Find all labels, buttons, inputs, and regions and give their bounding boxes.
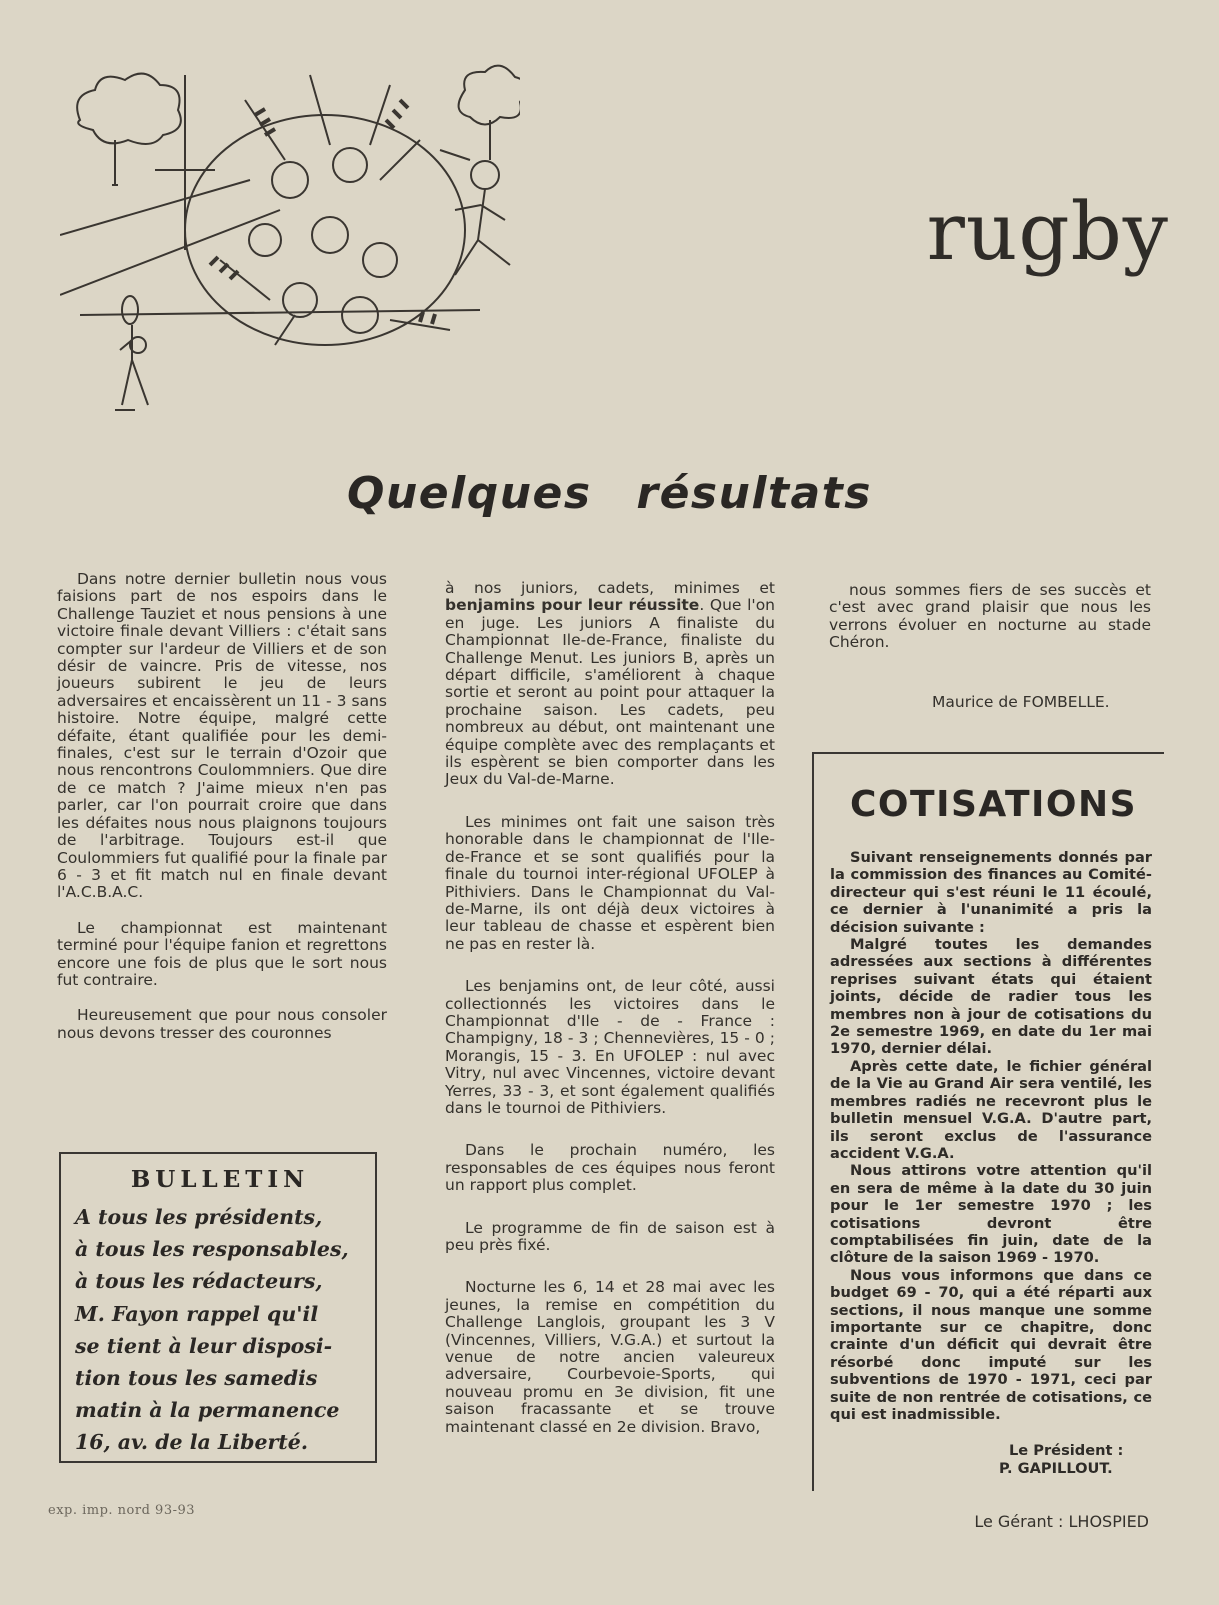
paragraph: Nous attirons votre attention qu'il en sera de même à la date du 30 juin pour le 1er semestre 1970 ; les cotisations devront être comptabilisées fin juin, date de la clôture de la saison 1969 - 1970. [830,1162,1152,1267]
cotisations-signature [999,1442,1123,1478]
bold-text: benjamins pour leur réussite [445,596,700,615]
bulletin-line: à tous les rédacteurs, [75,1269,323,1294]
paragraph: Dans le prochain numéro, les responsables de ces équipes nous feront un rapport plus complet. [445,1141,775,1195]
signature-role: Le Président : [1009,1442,1124,1459]
paragraph: Le programme de fin de saison est à peu près fixé. [445,1218,775,1254]
paragraph: Malgré toutes les demandes adressées aux sections à différentes reprises suivant états qui étaient joints, décide de radier tous les membres non à jour de cotisations du 2e semestre 1969, en date du 1er mai 1970, dernier délai. [830,936,1152,1058]
cotisations-body [830,849,1152,1423]
bulletin-box [59,1152,377,1463]
signature-name: P. GAPILLOUT. [999,1460,1113,1478]
bulletin-line: à tous les responsables, [75,1237,349,1262]
text-run: . Que l'on en juge. Les juniors A finaliste du Championnat Ile-de-France, finaliste du Challenge Menut. Les juniors B, après un départ difficile, s'améliorent à chaque sortie et seront au point pour attaquer la prochaine saison. Les cadets, peu nombreux au début, ont maintenant une équipe complète avec des remplaçants et ils espèrent se bien comporter dans les Jeux du Val-de-Marne. [445,596,775,789]
paragraph: Nous vous informons que dans ce budget 69 - 70, qui a été réparti aux sections, il nous manque une somme importante sur ce chapitre, donc crainte d'un déficit qui devrait être résorbé donc imputé sur les subventions de 1970 - 1971, ceci par suite de non rentrée de cotisations, ce qui est inadmissible. [830,1266,1152,1423]
paragraph: nous sommes fiers de ses succès et c'est avec grand plaisir que nous les verrons évoluer en nocturne au stade Chéron. [829,581,1151,652]
paragraph [445,580,775,789]
article-signature: Maurice de FOMBELLE. [932,693,1110,711]
rugby-scrum-illustration [60,60,520,440]
bulletin-line: matin à la permanence [75,1398,340,1423]
paragraph: Dans notre dernier bulletin nous vous faisions part de nos espoirs dans le Challenge Tauziet et nous pensions à une victoire finale devant Villiers : c'était sans compter sur l'ardeur de Villiers et de son désir de vaincre. Pris de vitesse, nos joueurs subirent le jeu de leurs adversaires et encaissèrent un 11 - 3 sans histoire. Notre équipe, malgré cette défaite, étant qualifiée pour les demi-finales, c'est sur le terrain d'Ozoir que nous rencontrons Coulommniers. Que dire de ce match ? J'aime mieux n'en pas parler, car l'on pourrait croire que dans les défaites nous nous plaignons toujours de l'arbitrage. Toujours est-il que Coulommiers fut qualifié pour la finale par 6 - 3 et fit match nul en finale devant l'A.C.B.A.C. [57,570,387,902]
text-run: à nos juniors, cadets, minimes et [445,579,775,597]
article-column-1 [57,571,387,1042]
bulletin-line: se tient à leur disposi- [75,1333,333,1358]
printer-credit: exp. imp. nord 93-93 [48,1503,196,1518]
bulletin-title: BULLETIN [130,1166,310,1193]
bulletin-line: 16, av. de la Liberté. [75,1430,308,1455]
cotisations-box [812,752,1164,1491]
bulletin-line: M. Fayon rappel qu'il [75,1301,319,1326]
cotisations-title: COTISATIONS [850,784,1138,825]
paragraph: Heureusement que pour nous consoler nous devons tresser des couronnes [57,1006,387,1042]
paragraph: Suivant renseignements donnés par la commission des finances au Comité-directeur qui s'est réuni le 11 écoulé, ce dernier à l'unanimité a pris la décision suivante : [830,849,1152,936]
paragraph: Les minimes ont fait une saison très honorable dans le championnat de l'Ile-de-France et se sont qualifiés pour la finale du tournoi inter-régional UFOLEP à Pithiviers. Dans le Championnat du Val-de-Marne, ils ont déjà deux victoires à leur tableau de chasse et espèrent bien ne pas en rester là. [445,812,775,953]
manager-credit: Le Gérant : LHOSPIED [974,1512,1149,1531]
article-column-3 [829,582,1151,652]
section-title: rugby [926,185,1169,278]
bulletin-line: tion tous les samedis [75,1366,318,1391]
article-column-2 [445,580,775,1436]
paragraph: Après cette date, le fichier général de la Vie au Grand Air sera ventilé, les membres radiés ne recevront plus le bulletin mensuel V.G.A. D'autre part, ils seront exclus de l'assurance accident V.G.A. [830,1057,1152,1162]
headline: Quelques résultats [347,468,872,519]
bulletin-line: A tous les présidents, [75,1205,323,1229]
paragraph: Les benjamins ont, de leur côté, aussi collectionnés les victoires dans le Championnat d'Ile - de - France : Champigny, 18 - 3 ; Chennevières, 15 - 0 ; Morangis, 15 - 3. En UFOLEP : nul avec Vitry, nul avec Vincennes, victoire devant Yerres, 33 - 3, et sont également qualifiés dans le tournoi de Pithiviers. [445,977,775,1117]
paragraph: Le championnat est maintenant terminé pour l'équipe fanion et regrettons encore une fois de plus que le sort nous fut contraire. [57,918,387,989]
paragraph: Nocturne les 6, 14 et 28 mai avec les jeunes, la remise en compétition du Challenge Langlois, groupant les 3 V (Vincennes, Villiers, V.G.A.) et surtout la venue de notre ancien valeureux adversaire, Courbevoie-Sports, qui nouveau promu en 3e division, fit une saison fracassante et se trouve maintenant classé en 2e division. Bravo, [445,1278,775,1436]
